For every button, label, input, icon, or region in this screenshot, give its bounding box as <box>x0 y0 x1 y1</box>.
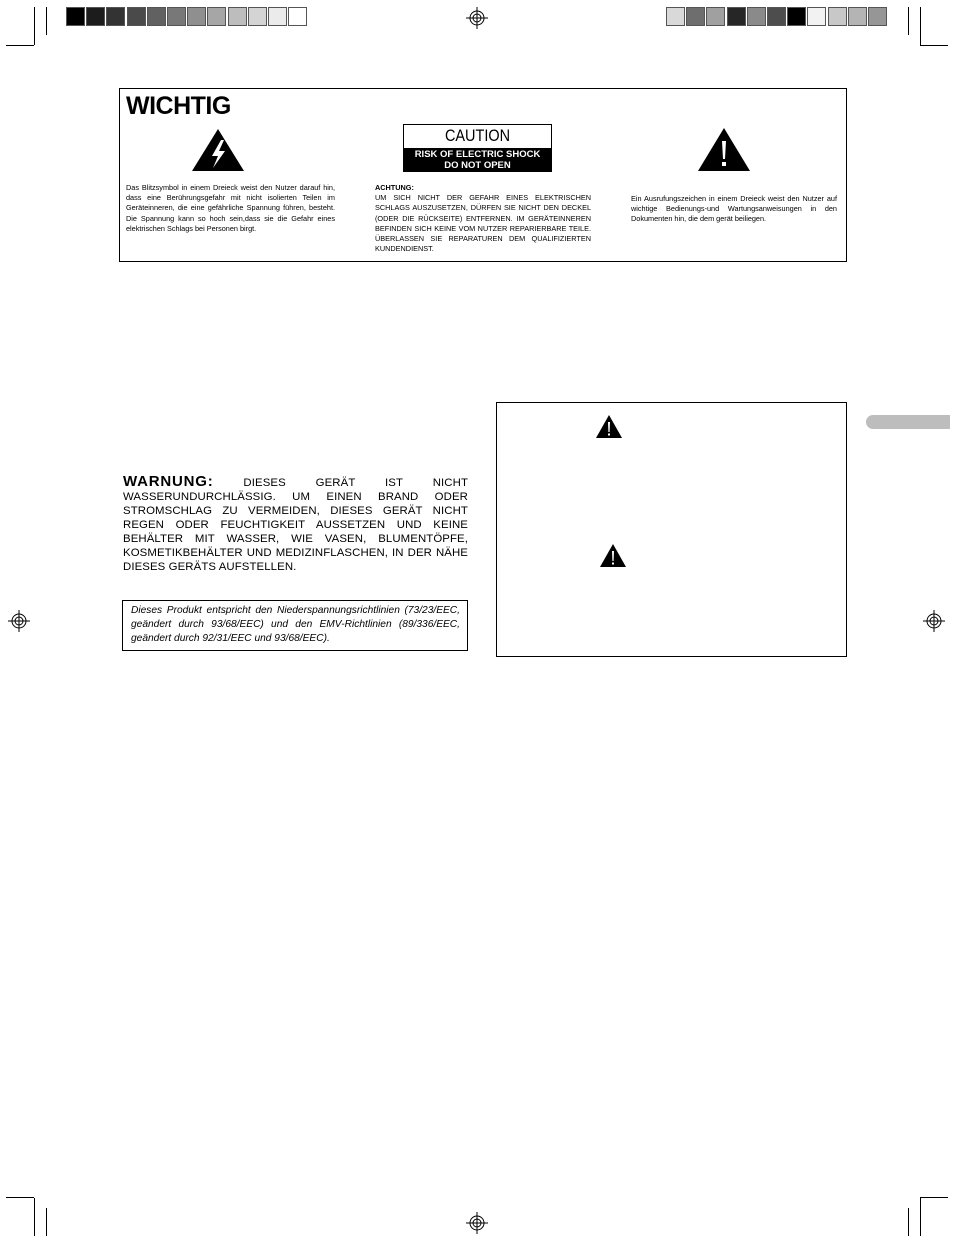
exclamation-triangle-icon <box>599 543 627 573</box>
registration-mark-icon <box>466 7 488 29</box>
warning-symbols-box <box>496 402 847 657</box>
registration-mark-icon <box>466 1212 488 1234</box>
exclamation-triangle-icon <box>697 127 751 177</box>
color-swatch <box>868 7 887 26</box>
color-swatch <box>787 7 806 26</box>
achtung-text-block <box>375 183 591 254</box>
lightning-triangle-icon <box>191 128 245 177</box>
color-swatch <box>706 7 725 26</box>
caution-strip <box>404 148 551 171</box>
color-swatch <box>228 7 247 26</box>
achtung-text: UM SICH NICHT DER GEFAHR EINES ELEKTRISCHEN SCHLAGS AUSZUSETZEN, DÜRFEN SIE NICHT DEN DECKEL (ODER DIE RÜCKSEITE) ENTFERNEN. IM GERÄTEINNEREN BEFINDEN SICH KEINE VOM NUTZER REPARIERBARE TEILE. ÜBERLASSEN SIE REPARATUREN DEM QUALIFIZIERTEN KUNDENDIENST. <box>375 193 591 254</box>
color-swatch <box>207 7 226 26</box>
color-swatch <box>187 7 206 26</box>
lightning-symbol-text: Das Blitzsymbol in einem Dreieck weist den Nutzer darauf hin, dass eine Berührungsgefahr mit nicht isolierten Teilen im Geräteinneren, die eine gefährliche Spannung führen, besteht. Die Spannung kann so hoch sein,dass sie die Gefahr eines elektrischen Schlags bei Personen birgt. <box>126 183 335 233</box>
color-swatch <box>106 7 125 26</box>
eu-directive-notice: Dieses Produkt entspricht den Niederspannungsrichtlinien (73/23/EEC, geändert durch 93/68/EEC) und den EMV-Richtlinien (89/336/EEC, geändert durch 92/31/EEC und 93/68/EEC). <box>122 600 468 651</box>
color-swatch <box>248 7 267 26</box>
warnung-block <box>123 475 468 574</box>
color-swatch <box>767 7 786 26</box>
color-swatch <box>727 7 746 26</box>
registration-mark-icon <box>923 610 945 632</box>
color-swatch <box>848 7 867 26</box>
side-tab <box>866 415 950 429</box>
color-swatch <box>686 7 705 26</box>
color-swatch <box>86 7 105 26</box>
color-swatch <box>666 7 685 26</box>
color-swatch <box>167 7 186 26</box>
color-swatch <box>147 7 166 26</box>
color-swatch <box>828 7 847 26</box>
warnung-label: WARNUNG: <box>123 473 214 490</box>
color-swatch <box>127 7 146 26</box>
color-swatch <box>268 7 287 26</box>
registration-mark-icon <box>8 610 30 632</box>
caution-label <box>403 124 552 172</box>
color-swatch <box>66 7 85 26</box>
caution-line2: DO NOT OPEN <box>444 159 511 171</box>
page-title: WICHTIG <box>126 92 231 120</box>
exclamation-symbol-text: Ein Ausrufungszeichen in einem Dreieck weist den Nutzer auf wichtige Bedienungs-und Wartungsanweisungen in den Dokumenten hin, die dem gerät beiliegen. <box>631 194 837 224</box>
exclamation-triangle-icon <box>595 414 623 444</box>
color-swatch <box>807 7 826 26</box>
achtung-heading: ACHTUNG: <box>375 183 414 192</box>
caution-word: CAUTION <box>444 126 511 145</box>
color-swatch <box>747 7 766 26</box>
color-swatch <box>288 7 307 26</box>
caution-line1: RISK OF ELECTRIC SHOCK <box>414 149 541 160</box>
warnung-text: DIESES GERÄT IST NICHT WASSERUNDURCHLÄSSIG. UM EINEN BRAND ODER STROMSCHLAG ZU VERMEIDEN, DIESES GERÄT NICHT REGEN ODER FEUCHTIGKEIT AUSSETZEN UND KEINE BEHÄLTER MIT WASSER, WIE VASEN, BLUMENTÖPFE, KOSMETIKBEHÄLTER UND MEDIZINFLASCHEN, IN DER NÄHE DIESES GERÄTS AUFSTELLEN. <box>123 477 469 573</box>
